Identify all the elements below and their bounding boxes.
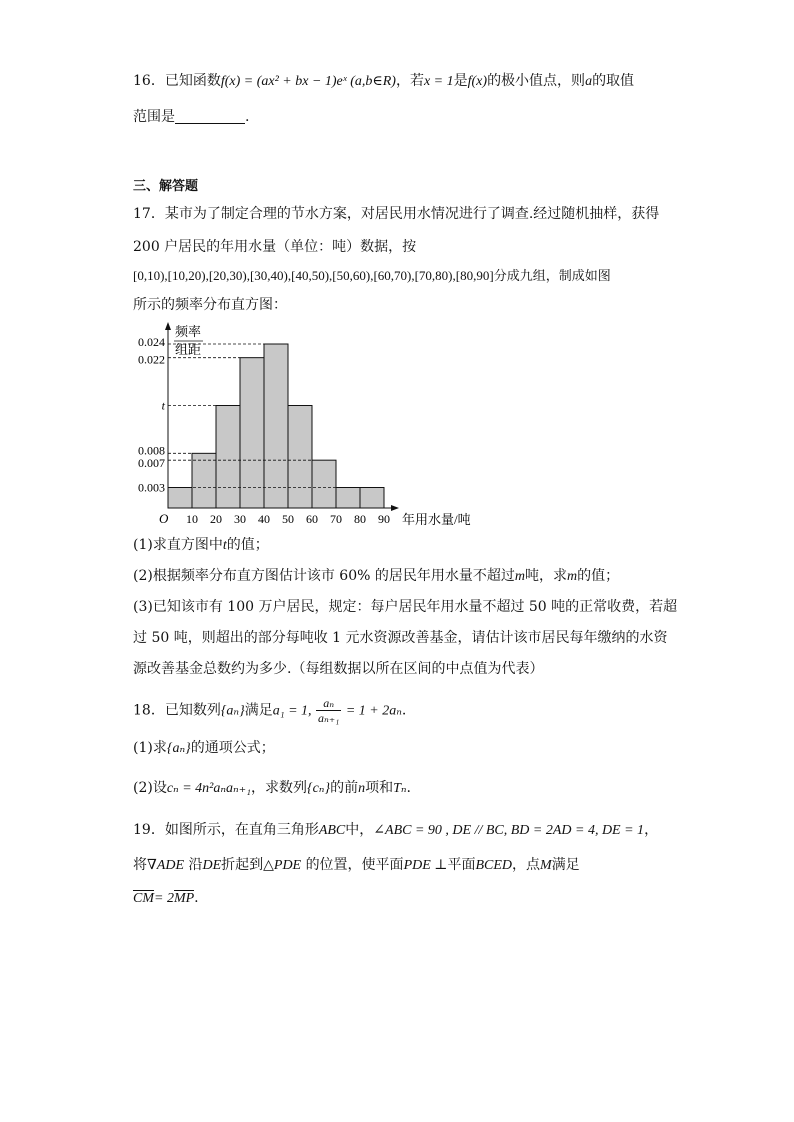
q18-seq: {aₙ} [220, 703, 245, 719]
q17-part2 [133, 566, 619, 587]
q19-l2c: 折起到 [221, 857, 264, 873]
histogram-bar-6 [288, 406, 312, 509]
q16-text2: 是 [453, 73, 468, 89]
q16-text: ，若 [395, 73, 424, 89]
section-heading: 三、解答题 [133, 179, 199, 194]
q19-vec-eq: = 2 [154, 891, 174, 906]
q19-vec-cm: CM [133, 891, 154, 906]
x-tick-label-60: 60 [306, 512, 318, 526]
q16-fx: f(x) [467, 74, 488, 89]
q19-line2 [133, 855, 580, 876]
q18-cond2: = 1 + 2aₙ [345, 703, 402, 719]
q18-part2-def: cₙ = 4n²aₙaₙ₊₁ [166, 781, 251, 796]
q17-part2-var2: m [566, 569, 578, 584]
q16-line2-text: 范围是 [133, 109, 175, 125]
q19-line3-end: . [194, 890, 199, 906]
q19-end: ， [644, 822, 659, 838]
q16-function: f(x) = (ax² + bx − 1)eˣ (a,b∈R) [220, 74, 396, 89]
x-tick-label-30: 30 [234, 512, 246, 526]
q18-part2-a: (2)设 [133, 780, 167, 796]
q16-line2-end: . [245, 109, 250, 125]
q17-part2-c: 的值； [577, 568, 620, 584]
x-tick-label-50: 50 [282, 512, 294, 526]
q18-part2-var: n [358, 781, 366, 796]
histogram-bar-3 [216, 406, 240, 509]
x-tick-label-20: 20 [210, 512, 222, 526]
q19-plane1: PDE ⊥ [403, 858, 448, 873]
q18-mid: 满足 [244, 702, 273, 719]
q19-tri2: ∇ADE [147, 858, 184, 873]
q18-part2-T: Tₙ [393, 781, 407, 796]
q19-l2d: 的位置，使平面 [305, 857, 404, 873]
q17-line1: 17．某市为了制定合理的节水方案，对居民用水情况进行了调查.经过随机抽样，获得 [133, 206, 660, 222]
q19-prefix: 19．如图所示，在直角三角形 [133, 822, 319, 838]
origin-label: O [159, 511, 169, 526]
q18-part1-a: (1)求 [133, 740, 167, 756]
x-axis-label: 年用水量/吨 [402, 512, 471, 527]
q17-part1-b: 的值； [226, 537, 269, 553]
q19-plane2: BCED [475, 858, 513, 873]
x-tick-label-70: 70 [330, 512, 342, 526]
q19-tri3: △PDE [263, 858, 302, 873]
q17-line2: 200 户居民的年用水量（单位：吨）数据，按 [133, 239, 417, 255]
q16-var-a: a [585, 74, 593, 89]
q19-line3 [133, 888, 199, 909]
q18-fraction [316, 696, 341, 725]
q19-vec-mp: MP [173, 891, 195, 906]
q17-intervals: [0,10),[10,20),[20,30),[30,40),[40,50),[50,60),[60,70),[70,80),[80,90] [133, 268, 494, 283]
q16-prefix: 16．已知函数 [133, 73, 221, 89]
q19-point: M [540, 858, 552, 873]
q19-l2g: 满足 [551, 857, 580, 873]
q18-part2-c: 的前 [330, 780, 359, 796]
q18-prefix: 18．已知数列 [133, 702, 221, 719]
histogram-bar-5 [264, 344, 288, 508]
q16-end: 的取值 [592, 73, 635, 89]
q19-conditions: ∠ABC = 90 , DE // BC, BD = 2AD = 4, DE = 1 [373, 823, 645, 838]
histogram-bar-2 [192, 453, 216, 508]
x-tick-label-80: 80 [354, 512, 366, 526]
q16-line1 [133, 71, 634, 92]
q18-frac-den: aₙ₊₁ [317, 711, 340, 725]
q17-line4: 所示的频率分布直方图： [133, 297, 287, 313]
q17-line3 [133, 266, 611, 287]
q19-seg: DE [202, 858, 222, 873]
q19-l2f: ，点 [512, 857, 541, 873]
answer-blank [175, 109, 245, 124]
q18-part2-b: ，求数列 [250, 780, 307, 796]
q17-part2-var: m [514, 569, 525, 584]
q17-part1 [133, 535, 269, 556]
q19-l2a: 将 [133, 857, 147, 873]
q18-part2-d: 项和 [365, 780, 394, 796]
q18-cond1: a₁ = 1, [272, 703, 312, 719]
q18-part2-end: . [406, 780, 411, 796]
q18-frac-num: aₙ [316, 696, 341, 711]
q16-condition: x = 1 [423, 74, 454, 89]
frequency-histogram [125, 318, 485, 530]
q18-end: . [401, 702, 407, 719]
y-tick-label-3: t [161, 398, 165, 413]
q17-part3-line2: 过 50 吨，则超出的部分每吨收 1 元水资源改善基金，请估计该市居民每年缴纳的水资 [133, 630, 668, 646]
y-axis-label-top: 频率 [175, 324, 202, 339]
histogram-bar-9 [360, 488, 384, 509]
q17-part3-line1: (3)已知该市有 100 万户居民，规定：每户居民年用水量不超过 50 吨的正常收费，若超 [133, 599, 678, 615]
q17-part1-var: t [222, 538, 227, 553]
q18-part2-seq: {cₙ} [306, 781, 331, 796]
y-tick-label-4: 0.008 [138, 443, 165, 458]
y-axis-arrow [165, 322, 171, 330]
q19-triangle: ABC [318, 823, 346, 838]
q17-part3-line3: 源改善基金总数约为多少.（每组数据以所在区间的中点值为代表） [133, 661, 544, 677]
q18-part1-b: 的通项公式； [190, 740, 275, 756]
q19-line1 [133, 820, 658, 841]
q17-part1-a: (1)求直方图中 [133, 537, 223, 553]
histogram-bar-8 [336, 488, 360, 509]
x-tick-label-10: 10 [186, 512, 198, 526]
q17-line3-suffix: 分成九组，制成如图 [493, 269, 611, 284]
y-tick-label-6: 0.003 [138, 480, 165, 495]
y-tick-label-5: 0.007 [138, 456, 165, 471]
q19-mid: 中， [345, 822, 374, 838]
q17-part2-a: (2)根据频率分布直方图估计该市 60% 的居民年用水量不超过 [133, 568, 515, 584]
q17-part2-b: 吨，求 [524, 568, 567, 584]
x-tick-label-40: 40 [258, 512, 270, 526]
y-axis-label-bottom: 组距 [175, 342, 202, 357]
histogram-bar-4 [240, 358, 264, 508]
q18-part1 [133, 738, 275, 759]
q19-l2e: 平面 [447, 857, 476, 873]
histogram-bar-7 [312, 460, 336, 508]
q18-part2 [133, 778, 411, 799]
q19-l2b: 沿 [188, 857, 203, 873]
x-tick-label-90: 90 [378, 512, 390, 526]
y-tick-label-1: 0.024 [138, 335, 165, 349]
histogram-bar-1 [168, 488, 192, 509]
x-axis-arrow [391, 505, 399, 511]
y-tick-label-2: 0.022 [138, 352, 165, 367]
q18-part1-seq: {aₙ} [166, 741, 191, 756]
q16-line2 [133, 107, 249, 127]
q18-line1 [133, 696, 406, 725]
q16-suffix: 的极小值点，则 [487, 73, 586, 89]
